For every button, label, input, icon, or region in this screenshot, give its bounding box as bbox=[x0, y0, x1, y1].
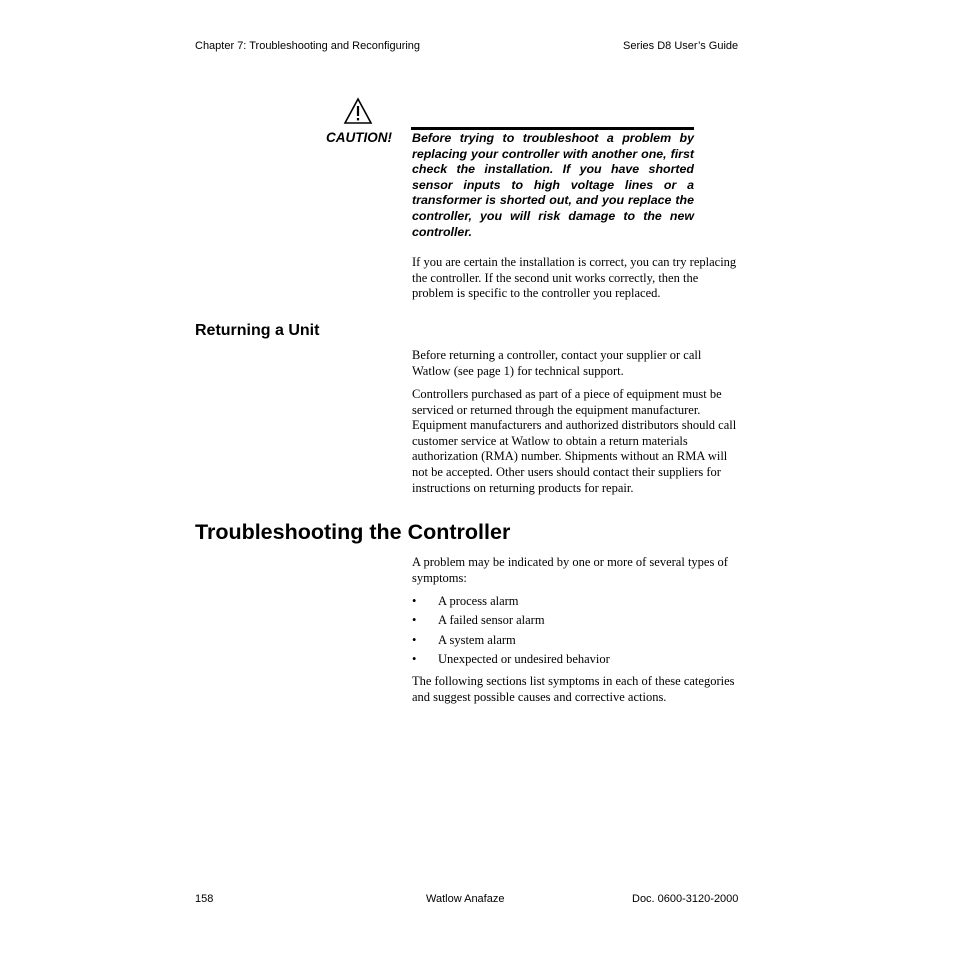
list-item-text: A process alarm bbox=[438, 594, 519, 608]
troubleshooting-closing: The following sections list symptoms in each of these categories and suggest possible causes and corrective actions. bbox=[412, 674, 735, 704]
list-item-text: Unexpected or undesired behavior bbox=[438, 651, 610, 666]
header-guide-title: Series D8 User’s Guide bbox=[623, 40, 739, 52]
intro-paragraph: If you are certain the installation is correct, you can try replacing the controller. If the second unit works correctly, then the problem is specific to the controller you replaced. bbox=[412, 255, 737, 301]
section-heading-returning: Returning a Unit bbox=[195, 322, 320, 339]
returning-paragraph-2: Controllers purchased as part of a piece of equipment must be serviced or returned through the equipment manufacturer. Equipment manufacturers and authorized distributors should call customer service at Watlow to obtain a return materials authorization (RMA) number. Shipments without an RMA will not be accepted. Other users should contact their suppliers for instructions on returning products for repair. bbox=[412, 387, 737, 495]
section-heading-troubleshooting: Troubleshooting the Controller bbox=[195, 520, 511, 544]
bullet-glyph: • bbox=[412, 632, 417, 647]
footer-publisher: Watlow Anafaze bbox=[426, 893, 505, 905]
caution-text: Before trying to troubleshoot a problem by replacing your controller with another one, first check the installation. If you have shorted sensor inputs to high voltage lines or a transformer is shorted out, and you replace the controller, you will risk damage to the new controller. bbox=[412, 131, 694, 239]
bullet-glyph: • bbox=[412, 613, 417, 628]
warning-triangle-icon bbox=[343, 97, 373, 125]
bullet-glyph: • bbox=[412, 651, 417, 666]
list-item bbox=[412, 652, 742, 671]
list-item-text: A system alarm bbox=[438, 632, 516, 647]
symptom-list bbox=[412, 594, 742, 671]
caution-label: CAUTION! bbox=[326, 130, 392, 145]
header-chapter-title: Chapter 7: Troubleshooting and Reconfiguring bbox=[195, 40, 421, 52]
footer-page-number: 158 bbox=[195, 893, 214, 905]
returning-paragraph-1: Before returning a controller, contact your supplier or call Watlow (see page 1) for technical support. bbox=[412, 348, 702, 378]
troubleshooting-intro: A problem may be indicated by one or more of several types of symptoms: bbox=[412, 555, 728, 585]
list-item bbox=[412, 594, 742, 613]
list-item-text: A failed sensor alarm bbox=[438, 613, 545, 628]
list-item bbox=[412, 613, 742, 632]
caution-rule bbox=[411, 127, 694, 130]
footer-doc-number: Doc. 0600-3120-2000 bbox=[632, 893, 739, 905]
list-item bbox=[412, 633, 742, 652]
bullet-glyph: • bbox=[412, 594, 417, 608]
